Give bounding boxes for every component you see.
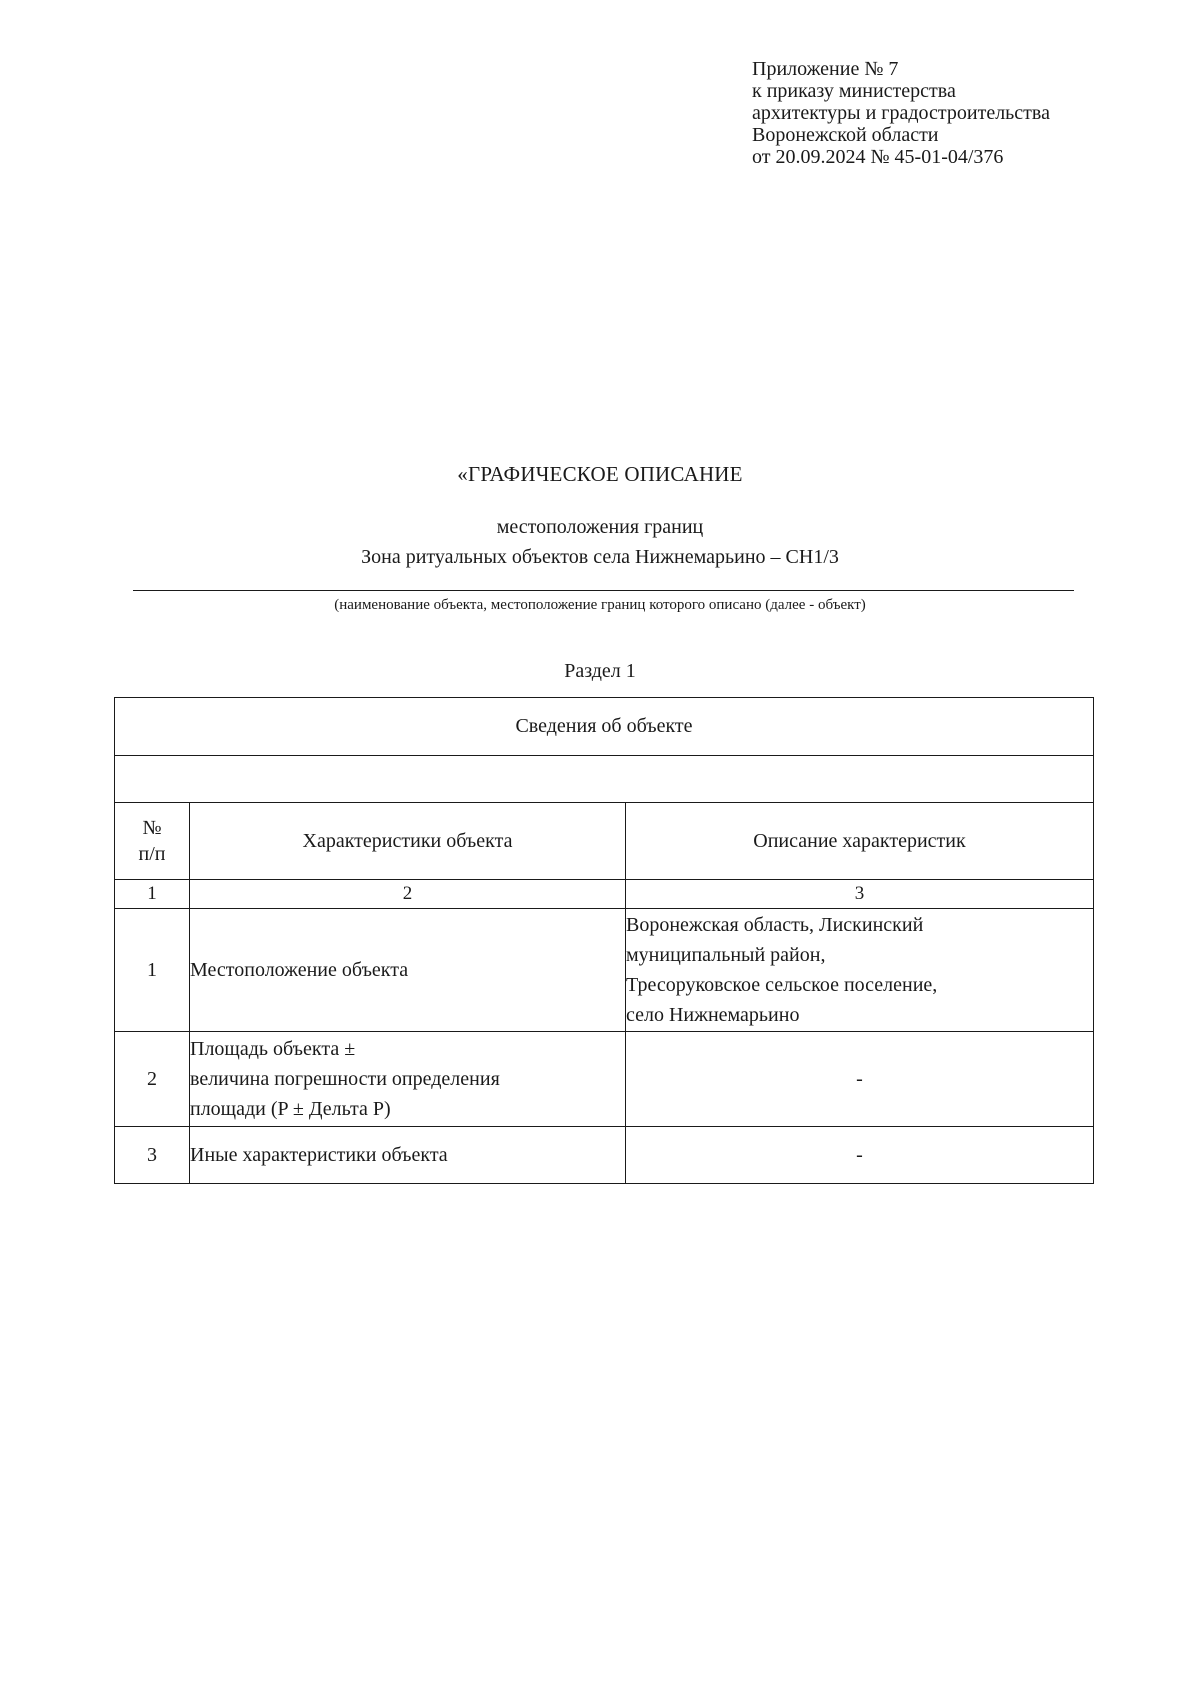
row-characteristic-line: Площадь объекта ±: [190, 1038, 356, 1060]
column-header-characteristics: Характеристики объекта: [190, 803, 626, 880]
annex-date-number: от 20.09.2024 № 45-01-04/376: [752, 146, 1004, 168]
row-description: [626, 909, 1094, 1032]
table-empty-cell: [115, 756, 1094, 803]
row-number: 3: [115, 1127, 190, 1184]
table-row: [115, 909, 1094, 1032]
row-characteristic-line: площади (P ± Дельта P): [190, 1098, 391, 1120]
object-name-caption: (наименование объекта, местоположение границ которого описано (далее - объект): [334, 597, 866, 613]
table-header-row: [115, 698, 1094, 756]
annex-ministry: архитектуры и градостроительства: [752, 102, 1050, 124]
row-description-line: село Нижнемарьино: [626, 1004, 800, 1026]
row-characteristic: [190, 1032, 626, 1127]
document-subtitle: местоположения границ: [496, 516, 704, 538]
annex-number: Приложение № 7: [752, 58, 899, 80]
row-description-line: Тресоруковское сельское поселение,: [626, 974, 938, 996]
row-characteristic: [190, 909, 626, 1032]
row-description: -: [626, 1127, 1094, 1184]
column-index: 1: [115, 880, 190, 909]
annex-reference: [752, 58, 1050, 168]
table-header: Сведения об объекте: [115, 698, 1094, 756]
row-description: -: [626, 1032, 1094, 1127]
column-header-number: [115, 803, 190, 880]
object-name-underline: [133, 590, 1074, 591]
column-index: 2: [190, 880, 626, 909]
row-characteristic-line: Иные характеристики объекта: [190, 1144, 448, 1166]
column-header-description: Описание характеристик: [626, 803, 1094, 880]
object-name: Зона ритуальных объектов села Нижнемарьино – СН1/3: [361, 546, 839, 568]
row-description-line: Воронежская область, Лискинский: [626, 914, 924, 936]
table-row: [115, 1032, 1094, 1127]
annex-order-ref: к приказу министерства: [752, 80, 956, 102]
object-info-table: [114, 697, 1094, 1184]
table-empty-row: [115, 756, 1094, 803]
column-header-number-abbr: п/п: [138, 843, 166, 865]
annex-region: Воронежской области: [752, 124, 939, 146]
document-title: «ГРАФИЧЕСКОЕ ОПИСАНИЕ: [457, 462, 743, 486]
table-row: [115, 1127, 1094, 1184]
row-characteristic: [190, 1127, 626, 1184]
column-index: 3: [626, 880, 1094, 909]
row-description-line: муниципальный район,: [626, 944, 826, 966]
row-number: 2: [115, 1032, 190, 1127]
table-column-index-row: [115, 880, 1094, 909]
table-column-headers: [115, 803, 1094, 880]
column-header-number-sign: №: [142, 817, 162, 839]
row-number: 1: [115, 909, 190, 1032]
row-characteristic-line: величина погрешности определения: [190, 1068, 500, 1090]
section-heading: Раздел 1: [564, 660, 636, 682]
row-characteristic-line: Местоположение объекта: [190, 959, 409, 981]
